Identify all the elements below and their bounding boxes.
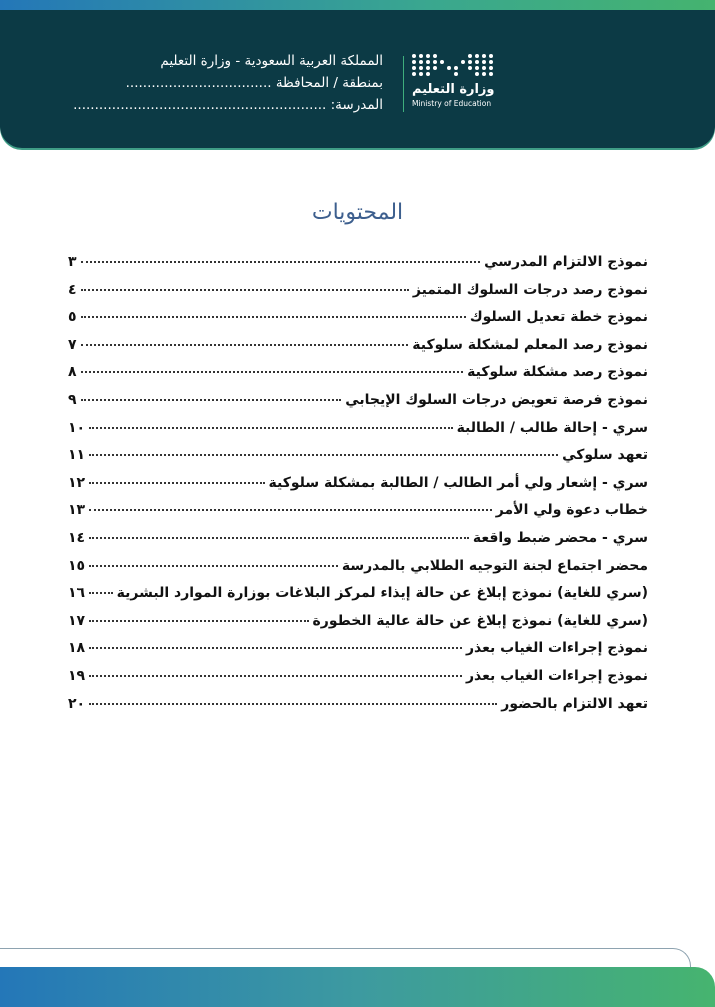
toc-page-number: ٤ — [68, 281, 77, 298]
toc-page-number: ٨ — [68, 364, 77, 381]
header-text — [73, 50, 383, 116]
toc-leader-dots — [81, 399, 342, 401]
toc-entry-label: تعهد الالتزام بالحضور — [501, 695, 648, 712]
toc-page-number: ١٩ — [68, 667, 86, 684]
toc-page-number: ١٦ — [68, 585, 86, 602]
toc-leader-dots — [81, 316, 466, 318]
toc-entry[interactable] — [68, 585, 648, 613]
toc-page-number: ٣ — [68, 254, 77, 270]
toc-leader-dots — [89, 675, 462, 677]
toc-entry[interactable] — [68, 613, 648, 641]
toc-entry[interactable] — [68, 364, 648, 392]
toc-entry[interactable] — [68, 475, 648, 503]
toc-entry-label: نموذج رصد مشكلة سلوكية — [467, 364, 648, 381]
toc-page-number: ١٠ — [68, 419, 86, 436]
toc-page-number: ١٢ — [68, 474, 86, 491]
toc-leader-dots — [81, 289, 409, 291]
toc-page-number: ١٤ — [68, 529, 86, 546]
toc-entry[interactable] — [68, 337, 648, 365]
toc-entry[interactable] — [68, 668, 648, 696]
toc-entry[interactable] — [68, 392, 648, 420]
toc-entry[interactable] — [68, 420, 648, 448]
toc-page-number: ٢٠ — [68, 695, 86, 712]
toc-entry-label: نموذج رصد المعلم لمشكلة سلوكية — [412, 336, 648, 353]
toc-leader-dots — [89, 703, 497, 705]
toc-leader-dots — [89, 620, 308, 622]
toc-entry-label: سري - إشعار ولي أمر الطالب / الطالبة بمشكلة سلوكية — [268, 474, 648, 491]
toc-entry[interactable] — [68, 282, 648, 310]
toc-leader-dots — [89, 427, 452, 429]
toc-page-number: ٥ — [68, 309, 77, 326]
toc-entry[interactable] — [68, 558, 648, 586]
toc-entry-label: نموذج الالتزام المدرسي — [484, 254, 648, 270]
toc-leader-dots — [89, 565, 338, 567]
toc-entry[interactable] — [68, 640, 648, 668]
header-line-kingdom: المملكة العربية السعودية - وزارة التعليم — [160, 53, 383, 69]
toc-page-number: ٧ — [68, 336, 77, 353]
header-line-region: بمنطقة / المحافظة .................................. — [125, 75, 383, 91]
ministry-logo — [412, 54, 504, 108]
toc-entry-label: نموذج رصد درجات السلوك المتميز — [412, 281, 648, 298]
toc-entry-label: نموذج فرصة تعويض درجات السلوك الإيجابي — [345, 391, 648, 408]
toc-entry[interactable] — [68, 309, 648, 337]
toc-page-number: ١١ — [68, 447, 86, 464]
toc-entry-label: (سري للغاية) نموذج إبلاغ عن حالة إيذاء لمركز البلاغات بوزارة الموارد البشرية — [116, 585, 648, 602]
toc-leader-dots — [89, 592, 113, 594]
toc-entry[interactable] — [68, 447, 648, 475]
toc-leader-dots — [89, 647, 462, 649]
toc-page-number: ١٣ — [68, 502, 86, 519]
footer-gradient-bar — [0, 967, 715, 1007]
toc-leader-dots — [81, 344, 409, 346]
toc-leader-dots — [81, 261, 481, 263]
toc-entry-label: (سري للغاية) نموذج إبلاغ عن حالة عالية الخطورة — [312, 612, 648, 629]
toc-entry-label: نموذج إجراءات الغياب بعذر — [465, 640, 648, 657]
toc-entry-label: محضر اجتماع لجنة التوجيه الطلابي بالمدرسة — [341, 557, 648, 574]
toc-page-number: ١٧ — [68, 612, 86, 629]
toc-entry-label: سري - محضر ضبط واقعة — [472, 529, 648, 546]
table-of-contents — [68, 254, 648, 723]
toc-entry-label: تعهد سلوكي — [562, 447, 648, 464]
page-title: المحتويات — [311, 200, 404, 225]
logo-dots-icon — [412, 54, 504, 76]
toc-entry-label: خطاب دعوة ولي الأمر — [495, 502, 648, 519]
toc-leader-dots — [89, 537, 469, 539]
toc-entry[interactable] — [68, 502, 648, 530]
header-line-school: المدرسة: ........................................................... — [73, 97, 383, 113]
header-divider — [403, 56, 404, 112]
page-header — [0, 10, 715, 148]
toc-entry[interactable] — [68, 254, 648, 282]
toc-entry[interactable] — [68, 530, 648, 558]
toc-leader-dots — [89, 509, 492, 511]
toc-page-number: ١٨ — [68, 640, 86, 657]
toc-entry-label: نموذج إجراءات الغياب بعذر — [465, 667, 648, 684]
toc-entry-label: نموذج خطة تعديل السلوك — [469, 309, 648, 326]
toc-entry[interactable] — [68, 696, 648, 724]
toc-leader-dots — [81, 371, 464, 373]
toc-leader-dots — [89, 482, 264, 484]
toc-page-number: ١٥ — [68, 557, 86, 574]
toc-page-number: ٩ — [68, 391, 77, 408]
logo-english-text: Ministry of Education — [412, 99, 492, 108]
toc-leader-dots — [89, 454, 558, 456]
logo-arabic-text: وزارة التعليم — [412, 82, 495, 97]
toc-entry-label: سري - إحالة طالب / الطالبة — [456, 419, 648, 436]
